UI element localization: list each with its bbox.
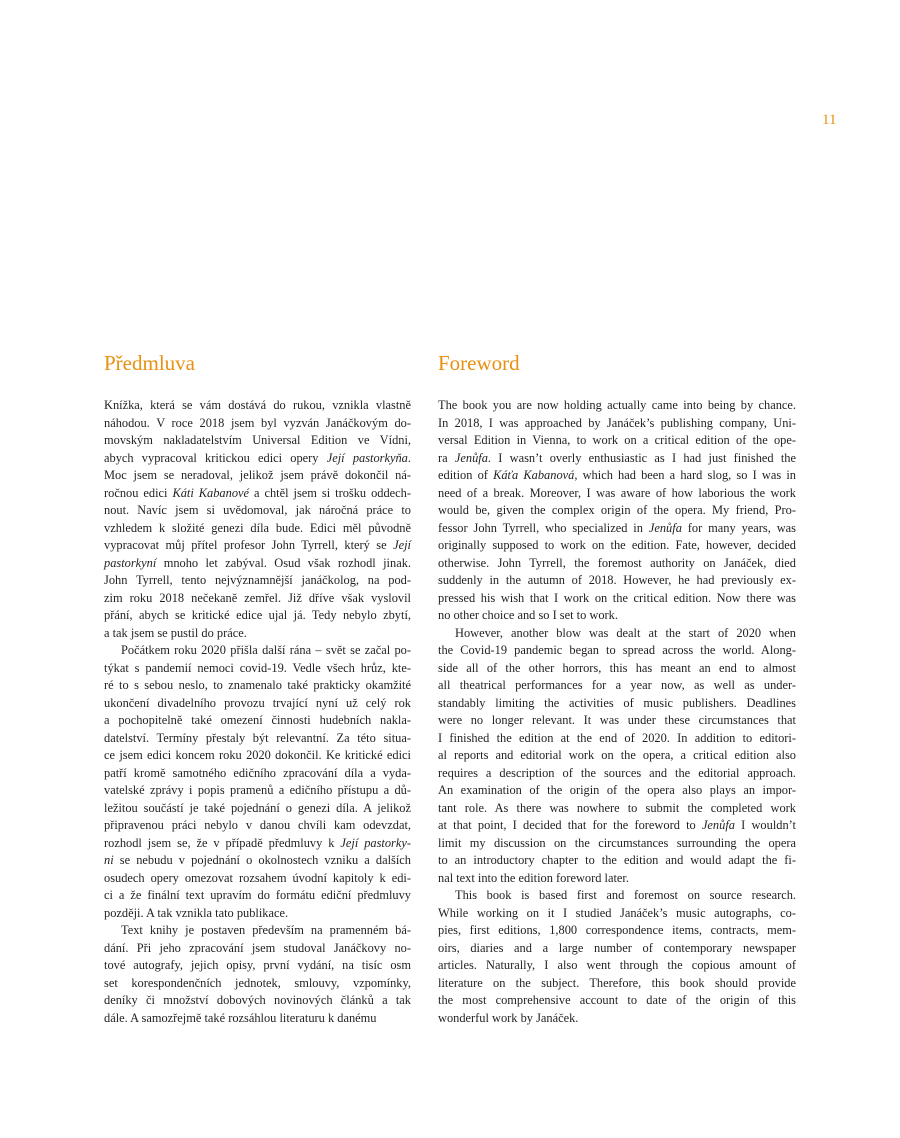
text-line: osudech opery omezovat rozsahem úvodní kapitoly k edi- [104, 870, 411, 885]
text-line: Text knihy je postaven především na pramenném bá- [121, 923, 411, 937]
text-line: Počátkem roku 2020 přišla další rána – svět se začal po- [121, 643, 411, 657]
italic-title: Jenůfa [648, 520, 682, 535]
text-line: tové autografy, jejich opisy, první vydání, na tisíc osm [104, 958, 411, 972]
text-line: dání. Při jeho zpracování jsem studoval Janáčkovy no- [104, 940, 411, 955]
text-line: need of a break. Moreover, I was aware of how laborious the work [438, 485, 796, 500]
paragraph [438, 887, 796, 1027]
text-line: vzhledem k složité genezi díla bude. Edici měl původně [104, 520, 411, 535]
czech-column [104, 349, 411, 1027]
text-line: In 2018, I was approached by Janáček’s publishing company, Uni- [438, 415, 796, 430]
italic-title: Její pastorky- [340, 835, 411, 850]
italic-title: ni [104, 853, 114, 867]
text-line: literature on the subject. Therefore, this book should provide [438, 975, 796, 990]
text-line: Moc jsem se neradoval, jelikož jsem právě dokončil ná- [104, 468, 411, 482]
text-line: připravenou práci nebylo v danou chvíli kam odevzdat, [104, 818, 411, 832]
text-line: no other choice and so I set to work. [438, 608, 618, 622]
text-line: versal Edition in Vienna, to work on a critical edition of the ope- [438, 433, 796, 447]
italic-title: Její pastorkyňa [326, 450, 408, 465]
italic-title: Její [393, 538, 411, 552]
paragraph [104, 922, 411, 1027]
text-line: pies, first editions, 1,800 correspondence items, contracts, mem- [438, 923, 796, 937]
text-line: al reports and editorial work on the opera, a critical edition also [438, 748, 796, 762]
paragraph [104, 642, 411, 922]
text-line: náhodou. V roce 2018 jsem byl vyzván Janáčkovým do- [104, 415, 411, 430]
english-heading: Foreword [438, 351, 520, 375]
text-line: ci a že finální text upravím do formátu ediční předmluvy [104, 888, 411, 902]
text-line: John Tyrrell, tento nejvýznamnější janáčkolog, na pod- [104, 573, 411, 587]
english-column [438, 349, 796, 1027]
text-line: patří kromě samotného edičního zpracování díla a vyda- [104, 765, 411, 780]
text-line: requires a description of the sources and the editorial approach. [438, 765, 796, 780]
text-line: I finished the edition at the end of 2020. In addition to editori- [438, 730, 796, 745]
text-line: později. A tak vznikla tato publikace. [104, 905, 289, 920]
text-line: vatelské zprávy i popis pramenů a edičního přístupu a dů- [104, 783, 411, 797]
text-line: This book is based first and foremost on source research. [455, 888, 796, 902]
text-line: otherwise. John Tyrrell, the foremost authority on Janáček, died [438, 555, 796, 570]
text-line: An examination of the origin of the opera also plays an impor- [438, 783, 796, 797]
text-line: ré to s sebou neslo, to znamenalo také prakticky okamžité [104, 678, 411, 692]
text-line: zim roku 2018 nečekaně zemřel. Již dříve však vyslovil [104, 590, 411, 605]
text-line: movským nakladatelstvím Universal Edition ve Vídni, [104, 433, 411, 447]
italic-title: Káti Kabanové [172, 485, 250, 500]
text-line: ukončení divadelního provozu trvající nyní už celý rok [104, 695, 411, 710]
text-line: ni se nebudu v pojednání o okolnostech vzniku a dalších [104, 853, 411, 867]
text-line: originally supposed to work on the edition. Fate, however, decided [438, 538, 796, 552]
english-body-text [438, 397, 796, 1027]
text-line: wonderful work by Janáček. [438, 1010, 579, 1025]
text-line: set korespondenčních jednotek, smlouvy, vzpomínky, [104, 975, 411, 990]
text-line: However, another blow was dealt at the start of 2020 when [455, 625, 796, 640]
text-line: at that point, I decided that for the foreword to Jenůfa I wouldn’t [438, 818, 797, 832]
text-line: pastorkyní mnoho let zabýval. Osud však rozhodl jinak. [104, 555, 411, 570]
text-line: limit my discussion on the circumstances surrounding the opera [438, 835, 796, 850]
text-line: the Covid-19 pandemic began to spread across the world. Along- [438, 643, 796, 657]
italic-title: Káťa Kabanová [493, 468, 575, 482]
paragraph [438, 397, 796, 625]
paragraph [104, 397, 411, 642]
text-line: ce jsem edici koncem roku 2020 dokončil. Ke kritické edici [104, 748, 411, 762]
text-line: side all of the other horrors, this has meant an end to almost [438, 660, 796, 675]
text-line: to an introductory chapter to the edition and would adapt the fi- [438, 853, 796, 867]
text-line: ra Jenůfa. I wasn’t overly enthusiastic as I had just finished the [438, 450, 796, 465]
text-line: oirs, diaries and a large number of contemporary newspaper [438, 940, 796, 955]
italic-title: Jenůfa [454, 450, 488, 465]
text-line: ročnou edici Káti Kabanové a chtěl jsem si trošku oddech- [104, 485, 412, 500]
text-line: articles. Naturally, I also went through the copious amount of [438, 958, 796, 972]
text-line: deníky či množství dobových novinových článků a tak [104, 993, 411, 1007]
text-line: nout. Navíc jsem si uvědomoval, jak náročná práce to [104, 503, 411, 517]
italic-title: pastorkyní [104, 555, 157, 570]
text-line: While working on it I studied Janáček’s music autographs, co- [438, 905, 796, 920]
paragraph [438, 625, 796, 888]
text-line: all theatrical performances for a year now, as well as under- [438, 678, 796, 692]
italic-title: Jenůfa [701, 818, 735, 832]
text-line: fessor John Tyrrell, who specialized in Jenůfa for many years, was [438, 520, 796, 535]
text-line: a tak jsem se pustil do práce. [104, 625, 247, 640]
text-line: suddenly in the autumn of 2018. However, he had previously ex- [438, 573, 796, 587]
page-number: 11 [822, 112, 837, 128]
text-line: pressed his wish that I work on the critical edition. Now there was [438, 590, 796, 605]
text-line: vypracovat můj přítel profesor John Tyrrell, který se Její [104, 538, 411, 552]
text-line: ležitou součástí je také pojednání o genezi díla. A jelikož [104, 800, 411, 815]
text-line: a pochopitelně také omezení činnosti hudebních nakla- [104, 713, 411, 727]
text-line: would be, given the complex origin of the opera. My friend, Pro- [438, 503, 796, 517]
text-line: abych vypracoval kritickou edici opery Její pastorkyňa. [104, 450, 411, 465]
text-line: were no longer relevant. It was under these circumstances that [438, 713, 796, 727]
text-line: The book you are now holding actually came into being by chance. [438, 398, 796, 412]
text-line: tant role. As there was nowhere to submit the completed work [438, 800, 796, 815]
text-line: standably limiting the activities of music publishers. Deadlines [438, 695, 796, 710]
text-line: edition of Káťa Kabanová, which had been a hard slog, so I was in [438, 468, 796, 482]
czech-body-text [104, 397, 411, 1027]
text-line: Knížka, která se vám dostává do rukou, vznikla vlastně [104, 398, 411, 412]
czech-heading: Předmluva [104, 351, 195, 375]
text-line: dále. A samozřejmě také rozsáhlou literaturu k danému [104, 1010, 377, 1025]
text-line: datelství. Termíny přestaly být relevantní. Za této situa- [104, 730, 411, 745]
text-line: the most comprehensive account to date of the origin of this [438, 993, 796, 1007]
text-line: rozhodl jsem se, že v případě předmluvy k Její pastorky- [104, 835, 411, 850]
text-line: nal text into the edition foreword later. [438, 870, 629, 885]
text-line: přání, abych se kritické edice ujal já. Tedy nebylo zbytí, [104, 608, 411, 622]
text-line: týkat s pandemií nemoci covid-19. Vedle všech hrůz, kte- [104, 660, 411, 675]
